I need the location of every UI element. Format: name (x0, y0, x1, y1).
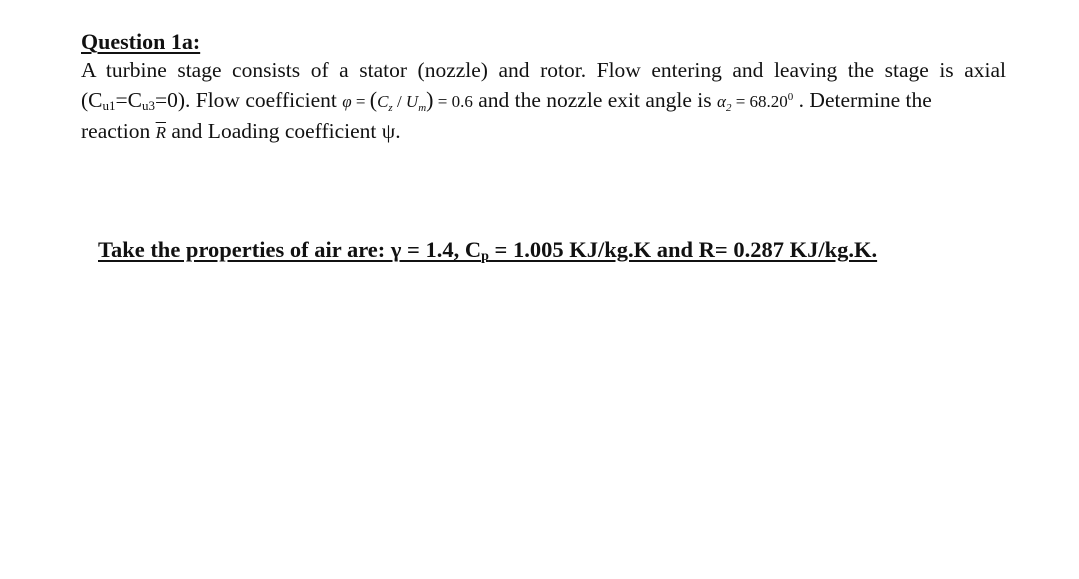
reaction-symbol: $\overline{R}$ (155, 123, 167, 142)
text-fragment: and Loading coefficient ψ. (166, 119, 401, 143)
cp-subscript: p (481, 249, 489, 264)
text-fragment: =C (115, 88, 142, 112)
text-fragment: =0). Flow coefficient (154, 88, 343, 112)
problem-line-3 (81, 118, 1006, 146)
phi-symbol: φ (342, 92, 352, 111)
question-heading: Question 1a: (81, 29, 201, 54)
text-fragment: = 1.005 KJ/kg.K and R= 0.287 KJ/kg.K. (488, 237, 878, 262)
problem-line-1: A turbine stage consists of a stator (nozzle) and rotor. Flow entering and leaving the stage is axial (81, 58, 1006, 82)
equals-sign: = (351, 92, 370, 111)
phi-value: = 0.6 (433, 92, 473, 111)
text-fragment: . Determine the (793, 88, 932, 112)
open-paren: ( (369, 87, 378, 112)
um-symbol: U (405, 92, 419, 111)
cz-subscript: z (388, 102, 393, 114)
problem-line-2 (81, 84, 1006, 122)
air-properties-note (98, 237, 877, 265)
text-fragment: Take the properties of air are: γ = 1.4, C (98, 237, 482, 262)
slash: / (392, 92, 406, 111)
degree-superscript: 0 (787, 91, 794, 103)
flow-coefficient-formula (342, 87, 473, 114)
nozzle-angle-formula (717, 91, 794, 114)
alpha-symbol: α (717, 92, 726, 111)
subscript-u3: u3 (141, 98, 155, 113)
text-fragment: reaction (81, 119, 156, 143)
alpha-value: = 68.20 (731, 92, 788, 111)
alpha-subscript: 2 (725, 102, 732, 114)
subscript-u1: u1 (102, 98, 116, 113)
um-subscript: m (418, 102, 427, 114)
text-fragment: and the nozzle exit angle is (472, 88, 718, 112)
close-paren: ) (426, 87, 434, 112)
text-fragment: (C (81, 88, 103, 112)
cz-symbol: C (377, 92, 389, 111)
